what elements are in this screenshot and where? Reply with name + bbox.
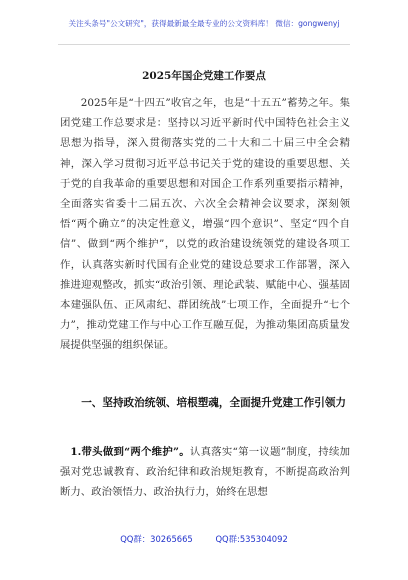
- item-lead: 1.带头做到“两个维护”。: [70, 446, 190, 458]
- section-heading: 一、坚持政治统领、培根塑魂，全面提升党建工作引领力: [81, 397, 347, 409]
- footer-qq-group-1: QQ群：30265665: [120, 534, 193, 544]
- item-body: 认真落实“第一议题”制度，持续加强对党忠诚教育、政治纪律和政治规矩教育，不断提高政治判断力、政治领悟力、政治执行力，始终在思想: [60, 446, 350, 499]
- promo-banner: 关注头条号"公文研究"，获得最新最全最专业的公文资料库！ 微信：gongwenyj: [68, 19, 340, 28]
- document-title: 2025年国企党建工作要点: [142, 70, 266, 82]
- footer: [0, 533, 408, 545]
- header-divider: [58, 44, 350, 45]
- footer-qq-group-2: QQ群:535304092: [215, 534, 288, 544]
- intro-paragraph: 2025年是“十四五”收官之年，也是“十五五”蓄势之年。集团党建工作总要求是：坚持以习近平新时代中国特色社会主义思想为指导，深入贯彻落实党的二十大和二十届三中全会精神，深入学习贯彻习近平总书记关于党的建设的重要思想、关于党的自我革命的重要思想和对国企工作系列重要指示精神，全面落实省委十二届五次、六次全会精神会议要求，深刻领悟“两个确立”的决定性意义，增强“四个意识”、坚定“四个自信”、做到“两个维护”，以党的政治建设统领党的建设各项工作，认真落实新时代国有企业党的建设总要求工作部署，深入推进迎观整改，抓实“政治引领、理论武装、赋能中心、强基固本建强队伍、正风肃纪、群团统战”七项工作，全面提升“七个力”，推动党建工作与中心工作互融互促，为推动集团高质量发展提供坚强的组织保证。: [60, 97, 350, 352]
- item-paragraph: [60, 442, 350, 503]
